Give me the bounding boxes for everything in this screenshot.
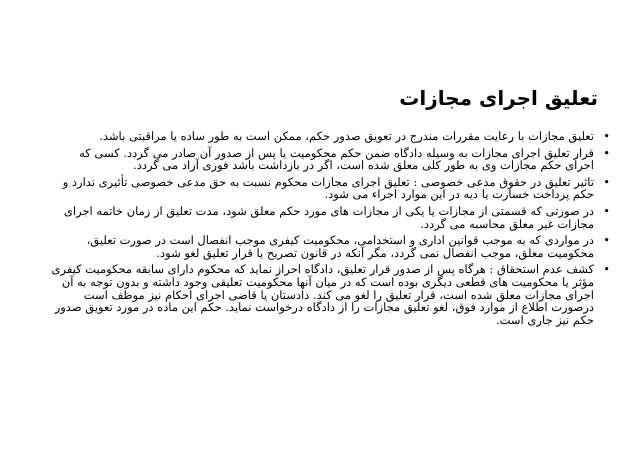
slide-title: تعلیق اجرای مجازات bbox=[399, 86, 598, 110]
bullet-text: کشف عدم استحقاق : هرگاه پس از صدور قرار تعلیق، دادگاه احراز نماید که محکوم دارای سابقه محکومیت کیفری مؤثر یا محکومیت های قطعی دیگری بوده است که در میان آنها محکومیت تعلیقی وجود داشته و بدون توجه به آن اجرای مجازات معلق شده است، قرار تعلیق را لغو می کند. دادستان یا قاضی اجرای احکام نیز موظف است درصورت اطلاع از موارد فوق، لغو تعلیق مجازات را از دادگاه درخواست نماید. حکم این ماده در مورد تعویق صدور حکم نیز جاری است. bbox=[51, 262, 594, 327]
bullet-text: تاثیر تعلیق در حقوق مدعی خصوصی : تعلیق اجرای مجازات محکوم نسبت به حق مدعی خصوصی تأثیری ندارد و حکم پرداخت خسارت یا دیه در این موارد اجراء می شود. bbox=[62, 174, 594, 202]
bullet-dot-icon: • bbox=[603, 203, 610, 218]
bullet-dot-icon: • bbox=[603, 129, 610, 143]
bullet-text: تعلیق مجازات با رعایت مقررات مندرج در تعویق صدور حکم، ممکن است به طور ساده یا مراقبتی باشد. bbox=[99, 129, 594, 143]
bullet-list bbox=[50, 130, 610, 330]
bullet-item bbox=[50, 205, 610, 230]
bullet-dot-icon: • bbox=[603, 145, 610, 160]
bullet-text: در مواردی که به موجب قوانین اداری و استخدامی، محکومیت کیفری موجب انفصال است در صورت تعلیق، محکومیت معلق، موجب انفصال نمی گردد، مگر آنکه در قانون تصریح یا قرار تعلیق لغو شود. bbox=[86, 233, 594, 260]
bullet-item bbox=[50, 176, 610, 201]
bullet-item bbox=[50, 234, 610, 259]
bullet-dot-icon: • bbox=[603, 174, 610, 189]
bullet-item bbox=[50, 147, 610, 172]
bullet-text: در صورتی که قسمتی از مجازات یا یکی از مجازات های مورد حکم معلق شود، مدت تعلیق از زمان خاتمه اجرای مجازات غیر معلق محاسبه می گردد. bbox=[63, 203, 594, 231]
bullet-item bbox=[50, 130, 610, 143]
bullet-item bbox=[50, 263, 610, 326]
bullet-text: قرار تعلیق اجرای مجازات به وسیله دادگاه ضمن حکم محکومیت یا پس از صدور آن صادر می گردد. کسی که اجرای حکم مجازات وی به طور کلی معلق شده است، اگر در بازداشت باشد فوری آزاد می گردد. bbox=[79, 145, 594, 173]
bullet-dot-icon: • bbox=[603, 233, 610, 248]
bullet-dot-icon: • bbox=[603, 262, 610, 277]
